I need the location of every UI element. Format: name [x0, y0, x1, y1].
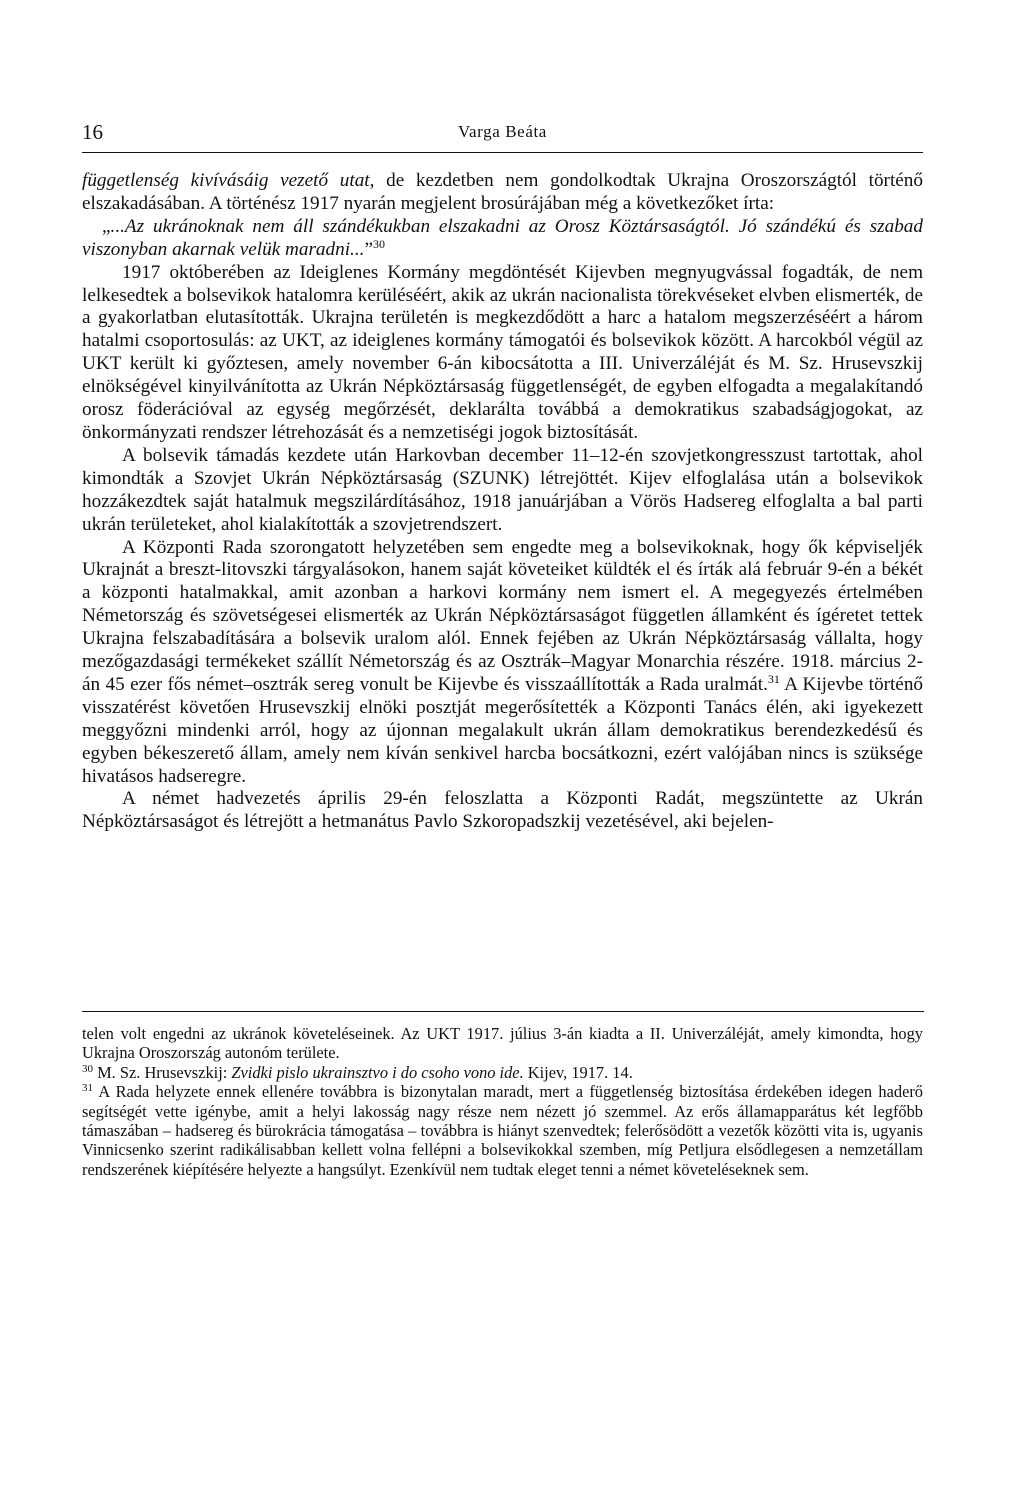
paragraph-4 — [82, 537, 923, 789]
quote-text: ...Az ukránoknak nem áll szándékukban elszakadni az Orosz Köztársaságtól. Jó szándékú és szabad viszonyban akarnak velük maradni... — [82, 215, 923, 260]
paragraph-5: A német hadvezetés április 29-én feloszlatta a Központi Radát, megszüntette az Ukrán Népköztársaságot és létrejött a hetmanátus Pavlo Szkoropadszkij vezetésével, aki bejelen- — [82, 788, 923, 833]
footnote-number: 30 — [82, 1062, 93, 1075]
body-text — [82, 170, 923, 834]
footnote-31 — [82, 1082, 923, 1179]
footnote-title: Zvidki pislo ukrainsztvo i do csoho vono ide. — [231, 1062, 524, 1082]
paragraph-text: de kezdetben nem gondolkodtak Ukrajna Oroszországtól történő elszakadásában. A történész 1917 nyarán megjelent brosúrájában még a következőket írta: — [82, 170, 923, 214]
running-head: Varga Beáta — [458, 122, 547, 141]
italic-phrase: függetlenség kivívásáig vezető utat, — [82, 170, 375, 191]
paragraph-1 — [82, 170, 923, 216]
quote-open-mark: „ — [102, 215, 111, 237]
block-quote — [82, 216, 923, 262]
paragraph-3: A bolsevik támadás kezdete után Harkovban december 11–12-én szovjetkongresszust tartottak, ahol kimondták a Szovjet Ukrán Népköztársaság (SZUNK) létrejöttét. Kijev elfoglalása után a bolsevikok hozzákezdtek saját hatalmuk megszilárdításához, 1918 januárjában a Vörös Hadsereg elfoglalta a bal parti ukrán területeket, ahol kialakították a szovjetrendszert. — [82, 444, 923, 535]
paragraph-text: A Kijevbe történő visszatérést követően Hrusevszkij elnöki posztját megerősítették a Központi Tanács élén, aki igyekezett meggyőzni mindenki arról, hogy az újonnan megalakult ukrán állam demokratikus berendezkedésű és egyben békeszerető állam, amely nem kíván senkivel harcba bocsátkozni, ezért valójában nincs is szüksége hivatásos hadseregre. — [82, 673, 924, 787]
footnote-number: 31 — [82, 1082, 93, 1095]
page-number: 16 — [82, 120, 103, 144]
footnote-rest: Kijev, 1917. 14. — [523, 1062, 633, 1082]
footnote-divider — [82, 1011, 924, 1012]
footnotes — [82, 1024, 923, 1179]
footnote-ref-31: 31 — [767, 671, 780, 686]
footnote-text: A Rada helyzete ennek ellenére továbbra is bizonytalan maradt, mert a függetlenség biztosítása érdekében idegen haderő segítségét vette igénybe, amit a helyi lakosság nagy része nem nézett jó szemmel. Az erős államapparátus két legfőbb támaszában – hadsereg és bürokrácia támogatása – továbbra is hiányt szenvedtek; felerősödött a vezetők közötti vita is, ugyanis Vinnicsenko szerint radikálisabban kellett volna fellépni a bolsevikokkal szemben, míg Petljura elsődlegesen a nemzetállam rendszerének kiépítésére helyezte a hangsúlyt. Ezenkívül nem tudtak eleget tenni a német követeléseknek sem. — [82, 1082, 923, 1179]
document-page — [82, 118, 924, 1179]
footnote-author: M. Sz. Hrusevszkij: — [93, 1062, 232, 1082]
footnote-30 — [82, 1063, 923, 1082]
page-header — [82, 118, 923, 153]
footnote-continuation: telen volt engedni az ukránok követeléseinek. Az UKT 1917. július 3-án kiadta a II. Univerzáléját, amely kimondta, hogy Ukrajna Oroszország autonóm területe. — [82, 1024, 923, 1063]
paragraph-2: 1917 októberében az Ideiglenes Kormány megdöntését Kijevben megnyugvással fogadták, de nem lelkesedtek a bolsevikok hatalomra kerüléséért, akik az ukrán nacionalista törekvéseket elvben elismerték, de a gyakorlatban elutasították. Ukrajna területén is megkezdődött a harc a hatalom megszerzéséért a három hatalmi csoportosulás: az UKT, az ideiglenes kormány támogatói és bolsevikok között. A harcokból végül az UKT került ki győztesen, amely november 6-án kibocsátotta a III. Univerzáléját és M. Sz. Hrusevszkij elnökségével kinyilvánította az Ukrán Népköztársaság függetlenségét, de egyben elfogadta a megalakítandó orosz föderációval az egység megőrzését, deklarálta továbbá a demokratikus szabadságjogokat, az önkormányzati rendszer létrehozását és a nemzetiségi jogok biztosítását. — [82, 261, 923, 443]
paragraph-text: A Központi Rada szorongatott helyzetében sem engedte meg a bolsevikoknak, hogy ők képviseljék Ukrajnát a breszt-litovszki tárgyalásokon, hanem saját követeiket küldték el és írták alá február 9-én a békét a központi hatalmakkal, amit azonban a harkovi kormány nem ismert el. A megegyezés értelmében Németország és szövetségesei elismerték az Ukrán Népköztársaságot független államként és ígéretet tettek Ukrajna felszabadítására a bolsevik uralom alól. Ennek fejében az Ukrán Népköztársaság vállalta, hogy mezőgazdasági termékeket szállít Németország és az Osztrák–Magyar Monarchia részére. 1918. március 2-án 45 ezer fős német–osztrák sereg vonult be Kijevbe és visszaállították a Rada uralmát. — [82, 536, 923, 695]
footnote-ref-30: 30 — [372, 236, 385, 251]
quote-close-mark: ” — [364, 238, 373, 260]
